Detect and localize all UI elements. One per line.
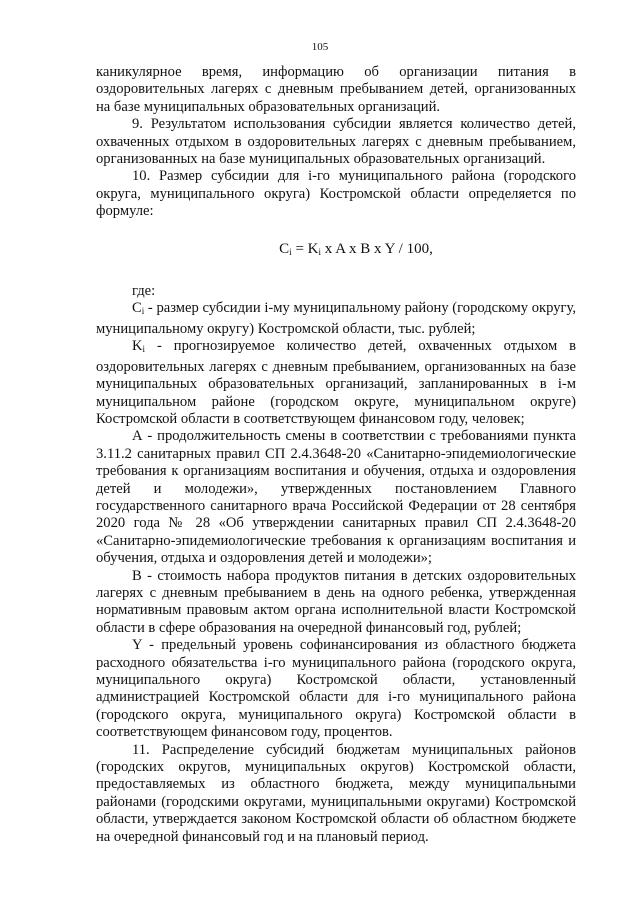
formula-k-subscript: i: [318, 246, 322, 257]
definition-c-subscript: i: [141, 306, 145, 317]
subsidy-formula: [96, 241, 576, 261]
where-label: где:: [132, 283, 156, 300]
paragraph-11: 11. Распределение субсидий бюджетам муниципальных районов (городских округов, муниципальных округов) Костромской области, предоставляемых из областного бюджета, между муниципальными районами (городскими округами, муниципальными округами) Костромской области, утверждается законом Костромской области об областном бюджете на очередной финансовый год и на плановый период.: [96, 741, 576, 845]
definition-c-text: - размер субсидии i-му муниципальному району (городскому округу, муниципальному округу) Костромской области, тыс. рублей;: [96, 300, 576, 337]
paragraph-10: 10. Размер субсидии для i-го муниципального района (городского округа, муниципального округа) Костромской области определяется по формуле:: [96, 168, 576, 220]
definition-k-subscript: i: [142, 344, 146, 355]
document-body: [96, 64, 576, 846]
definition-y: Y - предельный уровень софинансирования из областного бюджета расходного обязательства i-го муниципального района (городского округа, муниципального округа) Костромской области, установленный администрацией Костромской области для i-го муниципального района (городского округа, муниципального округа) Костромской области в соответствующем финансовом году, процентов.: [96, 637, 576, 741]
paragraph-9: 9. Результатом использования субсидии является количество детей, охваченных отдыхом в оздоровительных лагерях с дневным пребыванием, организованных на базе муниципальных образовательных организаций.: [96, 116, 576, 168]
definition-a: А - продолжительность смены в соответствии с требованиями пункта 3.11.2 санитарных правил СП 2.4.3648-20 «Санитарно-эпидемиологические требования к организациям воспитания и обучения, отдыха и оздоровления детей и молодежи», утвержденных постановлением Главного государственного санитарного врача Российской Федерации от 28 сентября 2020 года № 28 «Об утверждении санитарных правил СП 2.4.3648-20 «Санитарно-эпидемиологические требования к организациям воспитания и обучения, отдыха и оздоровления детей и молодежи»;: [96, 428, 576, 567]
formula-k: K: [307, 240, 319, 257]
definition-k-text: - прогнозируемое количество детей, охваченных отдыхом в оздоровительных лагерях с дневным пребыванием, организованных на базе муниципальных образовательных организаций, запланированных в i-м муниципальном районе (городском округе, муниципальном округе) Костромской области в соответствующем финансовом году, человек;: [96, 338, 576, 427]
definition-k: [96, 338, 576, 428]
definition-b: В - стоимость набора продуктов питания в детских оздоровительных лагерях с дневным пребыванием в день на одного ребенка, утвержденная нормативным правовым актом органа исполнительной власти Костромской области в сфере образования на очередной финансовый год, рублей;: [96, 567, 576, 636]
paragraph-intro-continuation: каникулярное время, информацию об организации питания в оздоровительных лагерях с дневным пребыванием детей, организованных на базе муниципальных образовательных организаций.: [96, 64, 576, 115]
formula-rest: x A x B x Y / 100,: [321, 240, 433, 257]
definition-c-symbol: C: [132, 300, 142, 317]
page-number: 105: [311, 41, 329, 53]
definition-c: [96, 300, 576, 338]
formula-c-subscript: i: [289, 246, 292, 257]
formula-equals: =: [291, 240, 308, 257]
formula-c: C: [279, 240, 290, 257]
definition-k-symbol: K: [132, 338, 143, 355]
